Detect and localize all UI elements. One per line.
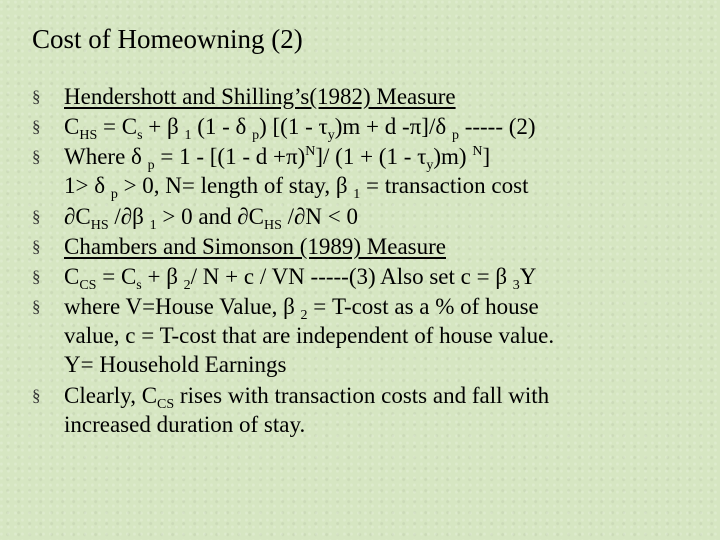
subscript: p (451, 128, 459, 143)
text-run: ----- (2) (458, 114, 536, 139)
text-run: /∂β (108, 204, 150, 229)
subscript: 2 (183, 278, 191, 293)
subscript: HS (79, 128, 98, 143)
text-run: / N + c / VN -----(3) Also set c = β (190, 264, 513, 289)
text-run: ) [(1 - τ (259, 114, 328, 139)
bullet-text-line (64, 292, 712, 321)
superscript: N (305, 144, 316, 159)
bullet-marker: § (32, 117, 41, 136)
text-run: )m + d -π]/δ (334, 114, 452, 139)
text-run: Where δ (64, 144, 148, 169)
subscript: 1 (149, 218, 157, 233)
subscript: CS (79, 278, 97, 293)
text-run: Hendershott and Shilling’s(1982) Measure (64, 84, 456, 109)
slide-title: Cost of Homeowning (2) (32, 24, 303, 54)
bullet-item (32, 292, 712, 379)
text-run: > 0 and ∂C (156, 204, 264, 229)
bullet-marker: § (32, 87, 41, 106)
bullet-item (32, 232, 712, 261)
text-run: where V=House Value, β (64, 294, 301, 319)
text-run: + β (142, 114, 185, 139)
text-run: = C (96, 264, 137, 289)
text-run: Chambers and Simonson (1989) Measure (64, 234, 446, 259)
text-run: increased duration of stay. (64, 412, 306, 437)
superscript: N (472, 144, 483, 159)
text-run: 1> δ (64, 173, 111, 198)
bullet-text-line (64, 381, 712, 410)
subscript: HS (263, 218, 282, 233)
text-run: ] (482, 144, 491, 169)
bullet-marker: § (32, 237, 41, 256)
text-run: ]/ (1 + (1 - τ (315, 144, 427, 169)
bullet-text-line (64, 171, 712, 200)
bullet-text-line (64, 142, 712, 171)
subscript: 3 (512, 278, 520, 293)
text-run: )m) (433, 144, 473, 169)
bullet-item (32, 381, 712, 439)
bullet-marker: § (32, 207, 41, 226)
subscript: p (147, 158, 155, 173)
bullet-item (32, 262, 712, 291)
text-run: /∂N < 0 (281, 204, 358, 229)
bullet-marker: § (32, 386, 41, 405)
text-run: = C (97, 114, 138, 139)
bullet-text-line (64, 112, 712, 141)
subscript: 1 (353, 187, 361, 202)
bullet-text-line (64, 262, 712, 291)
text-run: Y (519, 264, 537, 289)
text-run: = 1 - [(1 - d +π) (154, 144, 306, 169)
bullet-marker: § (32, 297, 41, 316)
bullet-marker: § (32, 147, 41, 166)
subscript: CS (157, 397, 175, 412)
bullet-item (32, 142, 712, 200)
text-run: = T-cost as a % of house (307, 294, 539, 319)
bullet-text-line (64, 321, 712, 350)
text-run: rises with transaction costs and fall with (174, 383, 550, 408)
subscript: y (327, 128, 335, 143)
text-run: = transaction cost (360, 173, 529, 198)
bullet-item (32, 112, 712, 141)
subscript: 1 (184, 128, 192, 143)
bullet-item (32, 202, 712, 231)
subscript: p (252, 128, 260, 143)
bullet-text-line (64, 350, 712, 379)
subscript: s (137, 128, 143, 143)
bullet-text-line (64, 82, 712, 111)
text-run: value, c = T-cost that are independent of house value. (64, 323, 555, 348)
text-run: + β (141, 264, 184, 289)
bullet-item (32, 82, 712, 111)
bullet-text-line (64, 410, 712, 439)
bullet-list (32, 82, 712, 441)
text-run: C (64, 264, 80, 289)
bullet-text-line (64, 232, 712, 261)
text-run: (1 - δ (191, 114, 253, 139)
subscript: p (110, 187, 118, 202)
subscript: HS (90, 218, 109, 233)
text-run: C (64, 114, 80, 139)
text-run: Y= Household Earnings (64, 352, 287, 377)
text-run: Clearly, C (64, 383, 158, 408)
text-run: ∂C (64, 204, 91, 229)
subscript: 2 (300, 308, 308, 323)
bullet-marker: § (32, 267, 41, 286)
subscript: s (136, 278, 142, 293)
subscript: y (426, 158, 434, 173)
text-run: > 0, N= length of stay, β (117, 173, 354, 198)
bullet-text-line (64, 202, 712, 231)
